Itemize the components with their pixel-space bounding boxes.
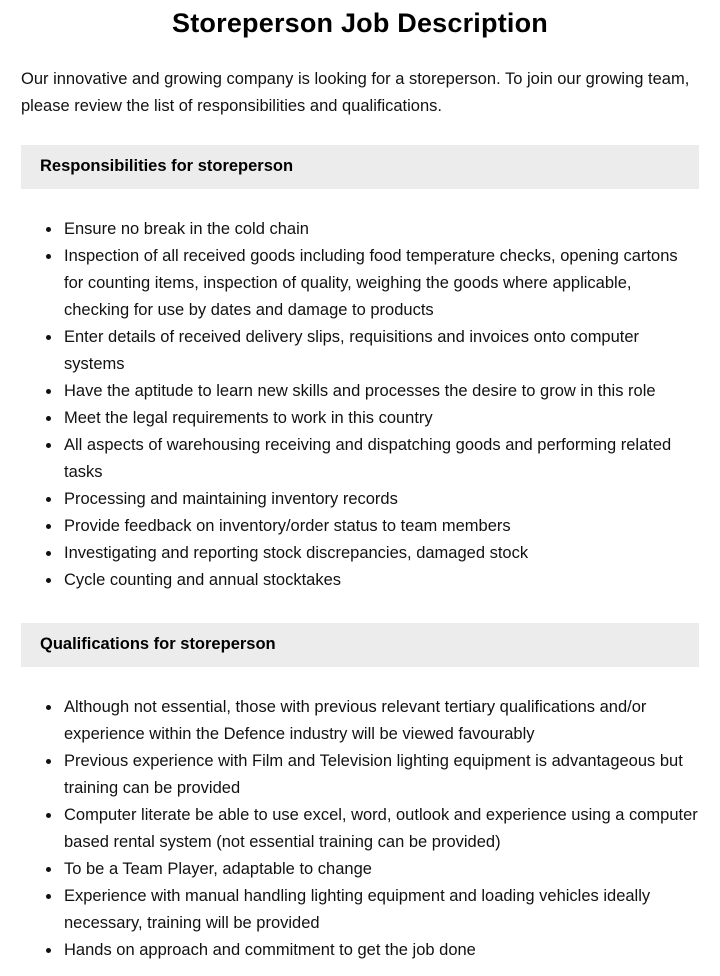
list-item: • Cycle counting and annual stocktakes: [62, 567, 699, 594]
list-item: • Although not essential, those with previous relevant tertiary qualifications and/or experience within the Defence industry will be viewed favourably: [62, 694, 699, 748]
list-item: • Ensure no break in the cold chain: [62, 216, 699, 243]
list-item: • Previous experience with Film and Television lighting equipment is advantageous but training can be provided: [62, 748, 699, 802]
list-item: • Computer literate be able to use excel, word, outlook and experience using a computer based rental system (not essential training can be provided): [62, 802, 699, 856]
list-item: • To be a Team Player, adaptable to change: [62, 856, 699, 883]
list-item: • Hands on approach and commitment to get the job done: [62, 937, 699, 964]
page-title: Storeperson Job Description: [172, 8, 548, 38]
list-item: • All aspects of warehousing receiving and dispatching goods and performing related tasks: [62, 432, 699, 486]
list-item: • Processing and maintaining inventory records: [62, 486, 699, 513]
section-header-responsibilities: Responsibilities for storeperson: [21, 145, 699, 189]
list-item: • Investigating and reporting stock discrepancies, damaged stock: [62, 540, 699, 567]
list-item: • Have the aptitude to learn new skills and processes the desire to grow in this role: [62, 378, 699, 405]
list-item: • Inspection of all received goods including food temperature checks, opening cartons for counting items, inspection of quality, weighing the goods where applicable, checking for use by dates and damage to products: [62, 243, 699, 324]
section-header-qualifications: Qualifications for storeperson: [21, 623, 699, 667]
responsibilities-list: [21, 216, 699, 594]
list-item: • Meet the legal requirements to work in this country: [62, 405, 699, 432]
qualifications-list: [21, 694, 699, 964]
list-item: • Provide feedback on inventory/order status to team members: [62, 513, 699, 540]
intro-paragraph: Our innovative and growing company is looking for a storeperson. To join our growing team, please review the list of responsibilities and qualifications.: [21, 70, 690, 115]
list-item: • Enter details of received delivery slips, requisitions and invoices onto computer systems: [62, 324, 699, 378]
list-item: • Experience with manual handling lighting equipment and loading vehicles ideally necessary, training will be provided: [62, 883, 699, 937]
